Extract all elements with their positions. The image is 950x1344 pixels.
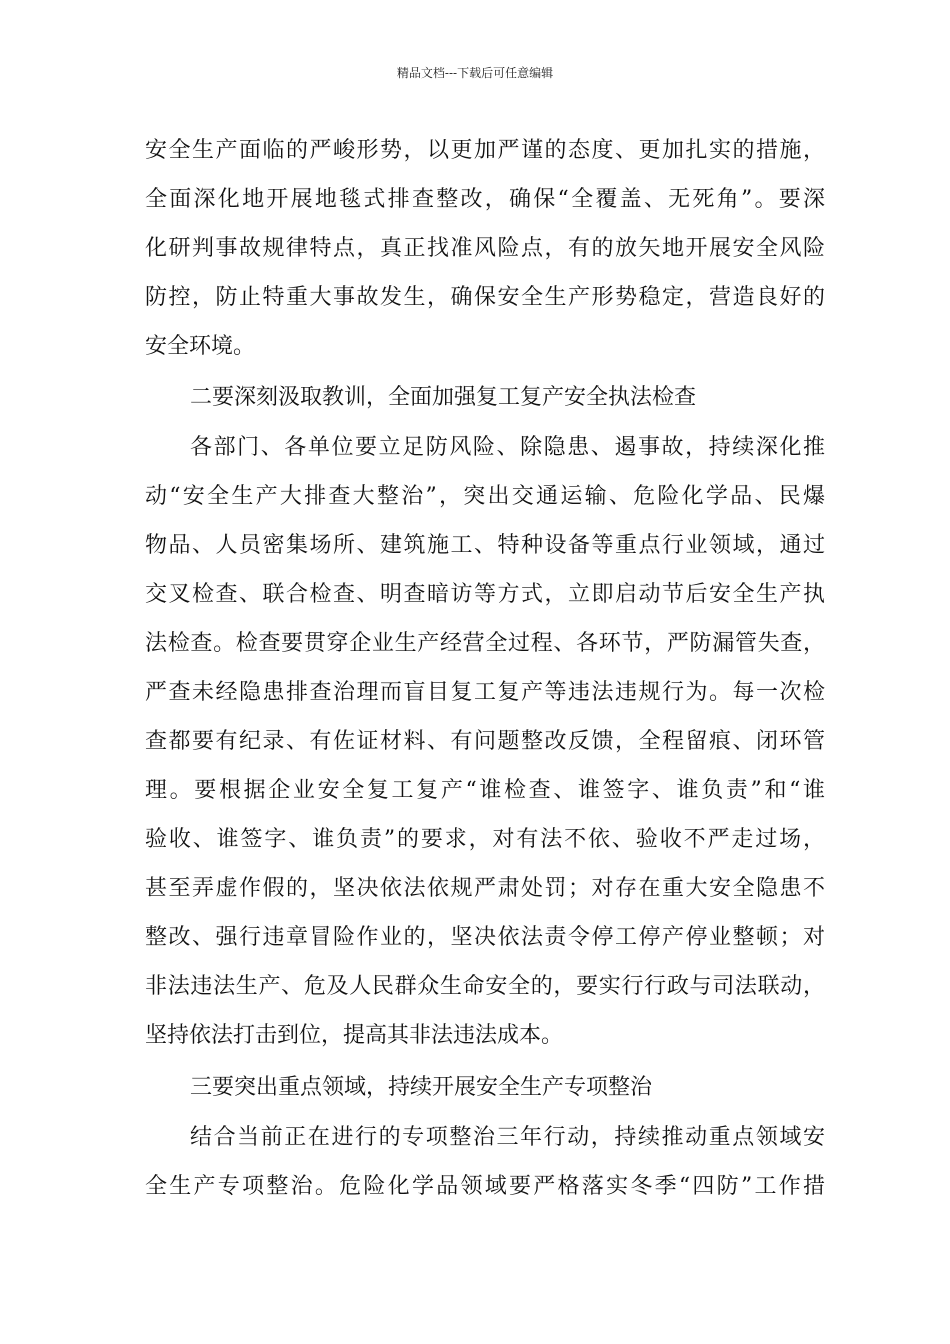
body-line: 各部门、各单位要立足防风险、除隐患、遏事故，持续深化推 [190, 435, 825, 460]
body-line: 动“安全生产大排查大整治”，突出交通运输、危险化学品、民爆 [145, 484, 825, 509]
page-header: 精品文档---下载后可任意编辑 [396, 66, 554, 80]
body-line: 甚至弄虚作假的，坚决依法依规严肃处罚；对存在重大安全隐患不 [145, 876, 825, 901]
body-line: 交叉检查、联合检查、明查暗访等方式，立即启动节后安全生产执 [145, 582, 825, 607]
body-line: 非法违法生产、危及人民群众生命安全的，要实行行政与司法联动， [145, 974, 825, 999]
body-line: 结合当前正在进行的专项整治三年行动，持续推动重点领域安 [190, 1125, 825, 1150]
body-line: 安全生产面临的严峻形势，以更加严谨的态度、更加扎实的措施， [145, 138, 825, 163]
section-heading: 三要突出重点领域，持续开展安全生产专项整治 [190, 1075, 653, 1100]
body-line: 理。要根据企业安全复工复产“谁检查、谁签字、谁负责”和“谁 [145, 778, 825, 803]
body-line: 查都要有纪录、有佐证材料、有问题整改反馈，全程留痕、闭环管 [145, 729, 825, 754]
body-line: 严查未经隐患排查治理而盲目复工复产等违法违规行为。每一次检 [145, 680, 825, 705]
body-line: 整改、强行违章冒险作业的，坚决依法责令停工停产停业整顿；对 [145, 925, 825, 950]
body-line: 法检查。检查要贯穿企业生产经营全过程、各环节，严防漏管失查， [145, 631, 825, 656]
body-line: 验收、谁签字、谁负责”的要求，对有法不依、验收不严走过场， [145, 827, 825, 852]
body-line: 防控，防止特重大事故发生，确保安全生产形势稳定，营造良好的 [145, 285, 825, 310]
body-line: 坚持依法打击到位，提高其非法违法成本。 [145, 1023, 564, 1048]
body-line: 全面深化地开展地毯式排查整改，确保“全覆盖、无死角”。要深 [145, 187, 825, 212]
body-line: 物品、人员密集场所、建筑施工、特种设备等重点行业领域，通过 [145, 533, 825, 558]
body-line: 全生产专项整治。危险化学品领域要严格落实冬季“四防”工作措 [145, 1174, 825, 1199]
body-line: 安全环境。 [145, 334, 256, 359]
body-line: 化研判事故规律特点，真正找准风险点，有的放矢地开展安全风险 [145, 236, 825, 261]
section-heading: 二要深刻汲取教训，全面加强复工复产安全执法检查 [190, 385, 697, 410]
